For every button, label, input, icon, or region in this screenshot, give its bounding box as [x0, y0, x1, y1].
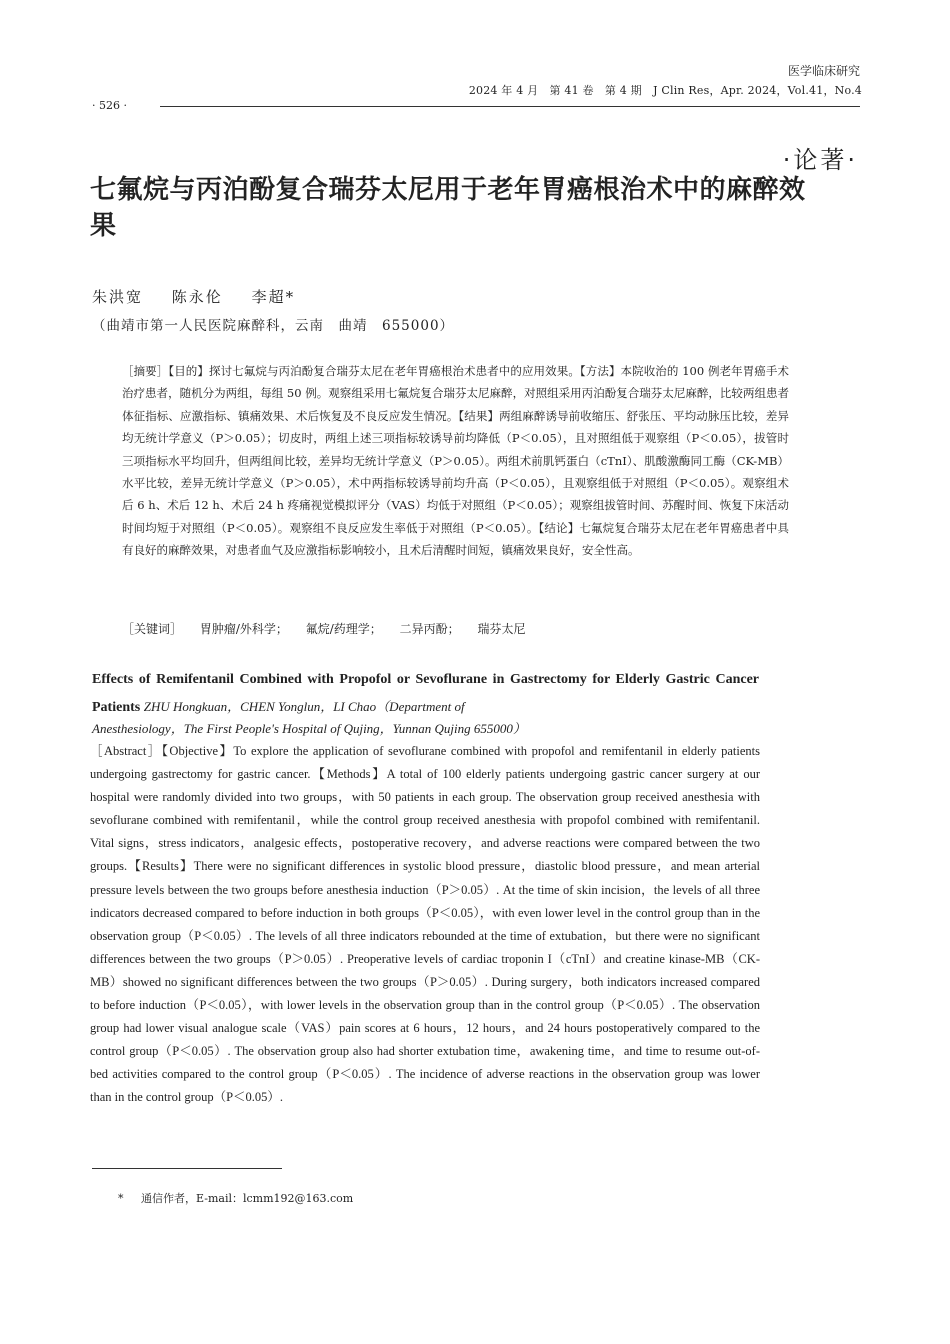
journal-issue-line: 2024 年 4 月 第 41 卷 第 4 期 J Clin Res，Apr. 2024，Vol.41，No.4 — [468, 84, 862, 97]
english-abstract: ［Abstract］【Objective】To explore the application of sevoflurane combined with propofol and remifentanil in elderly patients undergoing gastrectomy for gastric cancer.【Methods】A total of 100 elderly patients undergoing gastric cancer surgery at our hospital were randomly divided into two groups，with 50 patients in each group. The observation group received anesthesia with sevoflurane combined with remifentanil，while the control group received anesthesia with propofol combined with remifentanil. Vital signs，stress indicators，analgesic effects，postoperative recovery，and adverse reactions were compared between the two groups.【Results】There were no significant differences in systolic blood pressure，diastolic blood pressure，and mean arterial pressure levels between the two groups before anesthesia induction（P＞0.05）. At the time of skin incision，the levels of all three indicators decreased compared to before induction in both groups（P＜0.05），with even lower level in the control group than in the observation group（P＜0.05）. The levels of all three indicators rebounded at the time of extubation，but there were no significant differences between the two groups（P＞0.05）. Preoperative levels of cardiac troponin I（cTnI）and creatine kinase-MB（CK-MB）showed no significant differences between the two groups（P＞0.05）. During surgery，both indicators increased compared to before induction（P＜0.05），with lower levels in the observation group than in the control group（P＜0.05）. The observation group had lower visual analogue scale（VAS）pain scores at 6 hours，12 hours，and 24 hours postoperatively compared to the control group（P＜0.05）. The observation group also had shorter extubation time，awakening time，and time to resume out-of-bed activities compared to the control group（P＜0.05）. The incidence of adverse reactions in the observation group was lower than in the control group（P＜0.05）. — [90, 744, 760, 1105]
author-name: 陈永伦 — [171, 288, 223, 306]
author-list — [92, 286, 317, 307]
article-title: 七氟烷与丙泊酚复合瑞芬太尼用于老年胃癌根治术中的麻醉效果 — [90, 175, 806, 241]
keyword: 胃肿瘤/外科学； — [199, 622, 288, 636]
author-name: 朱洪宽 — [92, 288, 144, 306]
author-name: 李超* — [251, 288, 296, 306]
section-label: ·论著· — [782, 146, 858, 174]
english-affiliation: Anesthesiology，The First People's Hospital of Qujing，Yunnan Qujing 655000） — [92, 721, 526, 736]
keyword: 氟烷/药理学； — [305, 622, 382, 636]
affiliation: （曲靖市第一人民医院麻醉科，云南 曲靖 655000） — [92, 318, 455, 334]
page-number: · 526 · — [92, 99, 127, 112]
keyword: 二异丙酚； — [399, 622, 460, 636]
chinese-abstract: ［摘要］【目的】探讨七氟烷与丙泊酚复合瑞芬太尼在老年胃癌根治术患者中的应用效果。【方法】本院收治的 100 例老年胃癌手术治疗患者，随机分为两组，每组 50 例。观察组采用七氟烷复合瑞芬太尼麻醉，对照组采用丙泊酚复合瑞芬太尼麻醉，比较两组患者体征指标、应激指标、镇痛效果、术后恢复及不良反应发生情况。【结果】两组麻醉诱导前收缩压、舒张压、平均动脉压比较，差异均无统计学意义（P＞0.05）；切皮时，两组上述三项指标较诱导前均降低（P＜0.05），且对照组低于观察组（P＜0.05），拔管时三项指标水平均回升，但两组间比较，差异均无统计学意义（P＞0.05）。两组术前肌钙蛋白（cTnI）、肌酸激酶同工酶（CK-MB）水平比较，差异无统计学意义（P＞0.05），术中两指标较诱导前均升高（P＜0.05），且观察组低于对照组（P＜0.05）。观察组术后 6 h、术后 12 h、术后 24 h 疼痛视觉模拟评分（VAS）均低于对照组（P＜0.05）；观察组拔管时间、苏醒时间、恢复下床活动时间均短于对照组（P＜0.05）。观察组不良反应发生率低于对照组（P＜0.05）。【结论】七氟烷复合瑞芬太尼在老年胃癌患者中具有良好的麻醉效果，对患者血气及应激指标影响较小，且术后清醒时间短，镇痛效果良好，安全性高。 — [122, 364, 789, 558]
english-title — [92, 666, 759, 721]
footnote — [118, 1190, 353, 1206]
footnote-rule — [92, 1168, 282, 1169]
footnote-marker: * — [118, 1192, 124, 1205]
keyword: 瑞芬太尼 — [477, 622, 526, 636]
english-authors: ZHU Hongkuan，CHEN Yonglun，LI Chao（Department of — [143, 699, 465, 714]
footnote-text: 通信作者，E-mail：lcmm192@163.com — [141, 1192, 354, 1205]
journal-name: 医学临床研究 — [787, 64, 860, 78]
header-rule — [160, 106, 860, 107]
english-title-text: Effects of Remifentanil Combined with Propofol or Sevoflurane in Gastrectomy for Elderly Gastric Cancer Patients — [92, 672, 759, 715]
keywords — [122, 620, 525, 637]
keywords-label: ［关键词］ — [122, 622, 183, 636]
